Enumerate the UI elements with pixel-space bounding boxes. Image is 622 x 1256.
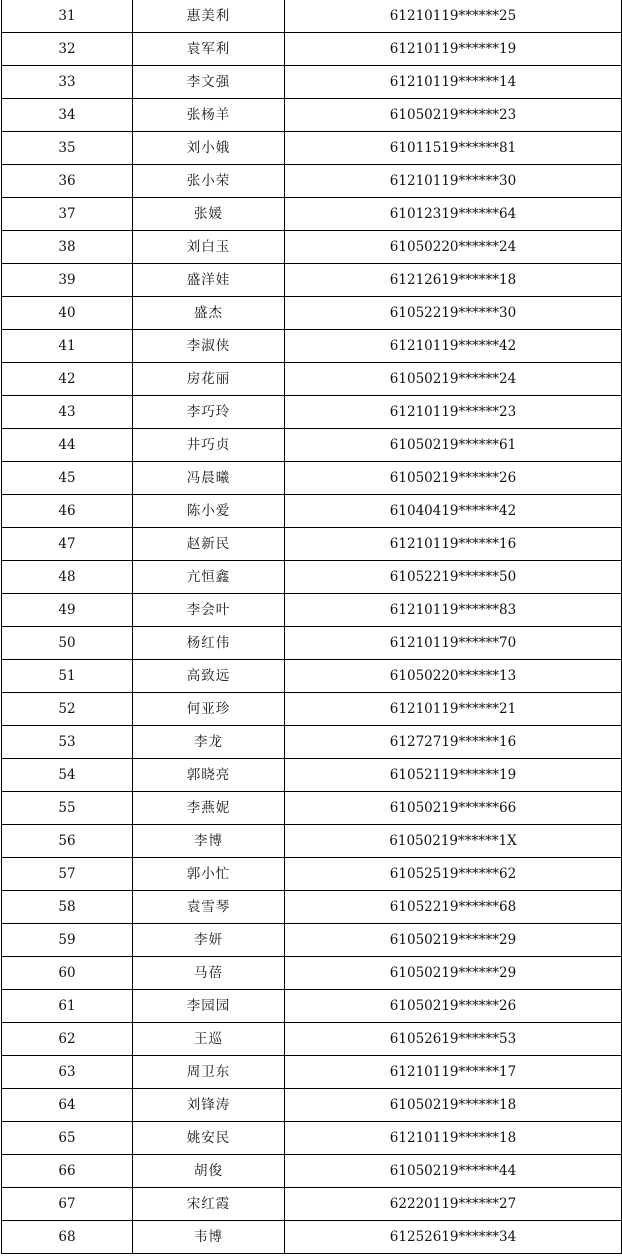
id-number-cell: 61050219******26 xyxy=(285,462,622,495)
row-number-cell: 57 xyxy=(2,858,133,891)
name-cell: 郭晓亮 xyxy=(133,759,285,792)
id-number-cell: 61210119******42 xyxy=(285,330,622,363)
id-number-cell: 61052619******53 xyxy=(285,1023,622,1056)
name-cell: 李文强 xyxy=(133,66,285,99)
table-row xyxy=(2,0,622,33)
name-cell: 刘白玉 xyxy=(133,231,285,264)
table-row xyxy=(2,957,622,990)
table-row xyxy=(2,33,622,66)
name-cell: 高致远 xyxy=(133,660,285,693)
table-row xyxy=(2,1221,622,1254)
table-row xyxy=(2,627,622,660)
row-number-cell: 38 xyxy=(2,231,133,264)
row-number-cell: 52 xyxy=(2,693,133,726)
row-number-cell: 66 xyxy=(2,1155,133,1188)
roster-table-body xyxy=(2,0,622,1254)
id-number-cell: 61050220******24 xyxy=(285,231,622,264)
name-cell: 李博 xyxy=(133,825,285,858)
row-number-cell: 45 xyxy=(2,462,133,495)
table-row xyxy=(2,858,622,891)
name-cell: 杨红伟 xyxy=(133,627,285,660)
table-row xyxy=(2,792,622,825)
id-number-cell: 61210119******16 xyxy=(285,528,622,561)
row-number-cell: 32 xyxy=(2,33,133,66)
row-number-cell: 36 xyxy=(2,165,133,198)
id-number-cell: 61210119******19 xyxy=(285,33,622,66)
name-cell: 李妍 xyxy=(133,924,285,957)
table-row xyxy=(2,429,622,462)
row-number-cell: 58 xyxy=(2,891,133,924)
row-number-cell: 42 xyxy=(2,363,133,396)
name-cell: 何亚珍 xyxy=(133,693,285,726)
name-cell: 李巧玲 xyxy=(133,396,285,429)
row-number-cell: 51 xyxy=(2,660,133,693)
name-cell: 李会叶 xyxy=(133,594,285,627)
name-cell: 冯晨曦 xyxy=(133,462,285,495)
row-number-cell: 39 xyxy=(2,264,133,297)
id-number-cell: 61052519******62 xyxy=(285,858,622,891)
row-number-cell: 49 xyxy=(2,594,133,627)
row-number-cell: 46 xyxy=(2,495,133,528)
id-number-cell: 61050219******66 xyxy=(285,792,622,825)
name-cell: 陈小爱 xyxy=(133,495,285,528)
id-number-cell: 61052219******50 xyxy=(285,561,622,594)
row-number-cell: 31 xyxy=(2,0,133,33)
row-number-cell: 43 xyxy=(2,396,133,429)
id-number-cell: 61210119******17 xyxy=(285,1056,622,1089)
name-cell: 张媛 xyxy=(133,198,285,231)
name-cell: 胡俊 xyxy=(133,1155,285,1188)
row-number-cell: 50 xyxy=(2,627,133,660)
name-cell: 李龙 xyxy=(133,726,285,759)
id-number-cell: 61210119******70 xyxy=(285,627,622,660)
id-number-cell: 62220119******27 xyxy=(285,1188,622,1221)
row-number-cell: 55 xyxy=(2,792,133,825)
name-cell: 李园园 xyxy=(133,990,285,1023)
table-row xyxy=(2,132,622,165)
name-cell: 赵新民 xyxy=(133,528,285,561)
table-row xyxy=(2,1056,622,1089)
table-row xyxy=(2,726,622,759)
row-number-cell: 64 xyxy=(2,1089,133,1122)
table-row xyxy=(2,1089,622,1122)
row-number-cell: 54 xyxy=(2,759,133,792)
name-cell: 郭小忙 xyxy=(133,858,285,891)
table-row xyxy=(2,594,622,627)
row-number-cell: 59 xyxy=(2,924,133,957)
row-number-cell: 35 xyxy=(2,132,133,165)
table-row xyxy=(2,297,622,330)
table-row xyxy=(2,231,622,264)
row-number-cell: 65 xyxy=(2,1122,133,1155)
name-cell: 盛洋娃 xyxy=(133,264,285,297)
table-row xyxy=(2,264,622,297)
row-number-cell: 48 xyxy=(2,561,133,594)
table-row xyxy=(2,198,622,231)
name-cell: 刘锋涛 xyxy=(133,1089,285,1122)
id-number-cell: 61050219******1X xyxy=(285,825,622,858)
table-row xyxy=(2,165,622,198)
id-number-cell: 61210119******83 xyxy=(285,594,622,627)
table-row xyxy=(2,363,622,396)
table-row xyxy=(2,1023,622,1056)
table-row xyxy=(2,660,622,693)
table-row xyxy=(2,759,622,792)
row-number-cell: 56 xyxy=(2,825,133,858)
table-row xyxy=(2,528,622,561)
table-row xyxy=(2,330,622,363)
table-row xyxy=(2,396,622,429)
id-number-cell: 61050219******29 xyxy=(285,924,622,957)
name-cell: 韦博 xyxy=(133,1221,285,1254)
id-number-cell: 61052119******19 xyxy=(285,759,622,792)
row-number-cell: 61 xyxy=(2,990,133,1023)
table-row xyxy=(2,1155,622,1188)
name-cell: 刘小娥 xyxy=(133,132,285,165)
name-cell: 亢恒鑫 xyxy=(133,561,285,594)
id-number-cell: 61252619******34 xyxy=(285,1221,622,1254)
name-cell: 马蓓 xyxy=(133,957,285,990)
row-number-cell: 53 xyxy=(2,726,133,759)
row-number-cell: 63 xyxy=(2,1056,133,1089)
id-number-cell: 61210119******18 xyxy=(285,1122,622,1155)
table-row xyxy=(2,495,622,528)
table-row xyxy=(2,1188,622,1221)
name-cell: 周卫东 xyxy=(133,1056,285,1089)
name-cell: 袁军利 xyxy=(133,33,285,66)
row-number-cell: 34 xyxy=(2,99,133,132)
row-number-cell: 60 xyxy=(2,957,133,990)
row-number-cell: 37 xyxy=(2,198,133,231)
table-row xyxy=(2,1122,622,1155)
row-number-cell: 47 xyxy=(2,528,133,561)
name-cell: 姚安民 xyxy=(133,1122,285,1155)
table-row xyxy=(2,561,622,594)
id-number-cell: 61050219******18 xyxy=(285,1089,622,1122)
id-number-cell: 61011519******81 xyxy=(285,132,622,165)
table-row xyxy=(2,693,622,726)
table-row xyxy=(2,990,622,1023)
row-number-cell: 44 xyxy=(2,429,133,462)
name-cell: 张杨羊 xyxy=(133,99,285,132)
row-number-cell: 68 xyxy=(2,1221,133,1254)
name-cell: 惠美利 xyxy=(133,0,285,33)
id-number-cell: 61210119******25 xyxy=(285,0,622,33)
id-number-cell: 61052219******30 xyxy=(285,297,622,330)
table-row xyxy=(2,924,622,957)
id-number-cell: 61050220******13 xyxy=(285,660,622,693)
table-row xyxy=(2,891,622,924)
id-number-cell: 61050219******24 xyxy=(285,363,622,396)
roster-table xyxy=(1,0,622,1254)
name-cell: 李燕妮 xyxy=(133,792,285,825)
name-cell: 袁雪琴 xyxy=(133,891,285,924)
name-cell: 宋红霞 xyxy=(133,1188,285,1221)
table-row xyxy=(2,462,622,495)
row-number-cell: 41 xyxy=(2,330,133,363)
id-number-cell: 61052219******68 xyxy=(285,891,622,924)
id-number-cell: 61050219******29 xyxy=(285,957,622,990)
id-number-cell: 61210119******23 xyxy=(285,396,622,429)
name-cell: 李淑侠 xyxy=(133,330,285,363)
id-number-cell: 61272719******16 xyxy=(285,726,622,759)
table-row xyxy=(2,825,622,858)
row-number-cell: 40 xyxy=(2,297,133,330)
id-number-cell: 61210119******14 xyxy=(285,66,622,99)
name-cell: 盛杰 xyxy=(133,297,285,330)
id-number-cell: 61050219******26 xyxy=(285,990,622,1023)
table-row xyxy=(2,99,622,132)
table-row xyxy=(2,66,622,99)
id-number-cell: 61210119******21 xyxy=(285,693,622,726)
id-number-cell: 61012319******64 xyxy=(285,198,622,231)
row-number-cell: 33 xyxy=(2,66,133,99)
id-number-cell: 61050219******23 xyxy=(285,99,622,132)
name-cell: 井巧贞 xyxy=(133,429,285,462)
row-number-cell: 67 xyxy=(2,1188,133,1221)
name-cell: 张小荣 xyxy=(133,165,285,198)
id-number-cell: 61050219******44 xyxy=(285,1155,622,1188)
name-cell: 王巡 xyxy=(133,1023,285,1056)
id-number-cell: 61050219******61 xyxy=(285,429,622,462)
id-number-cell: 61040419******42 xyxy=(285,495,622,528)
id-number-cell: 61210119******30 xyxy=(285,165,622,198)
row-number-cell: 62 xyxy=(2,1023,133,1056)
name-cell: 房花丽 xyxy=(133,363,285,396)
id-number-cell: 61212619******18 xyxy=(285,264,622,297)
